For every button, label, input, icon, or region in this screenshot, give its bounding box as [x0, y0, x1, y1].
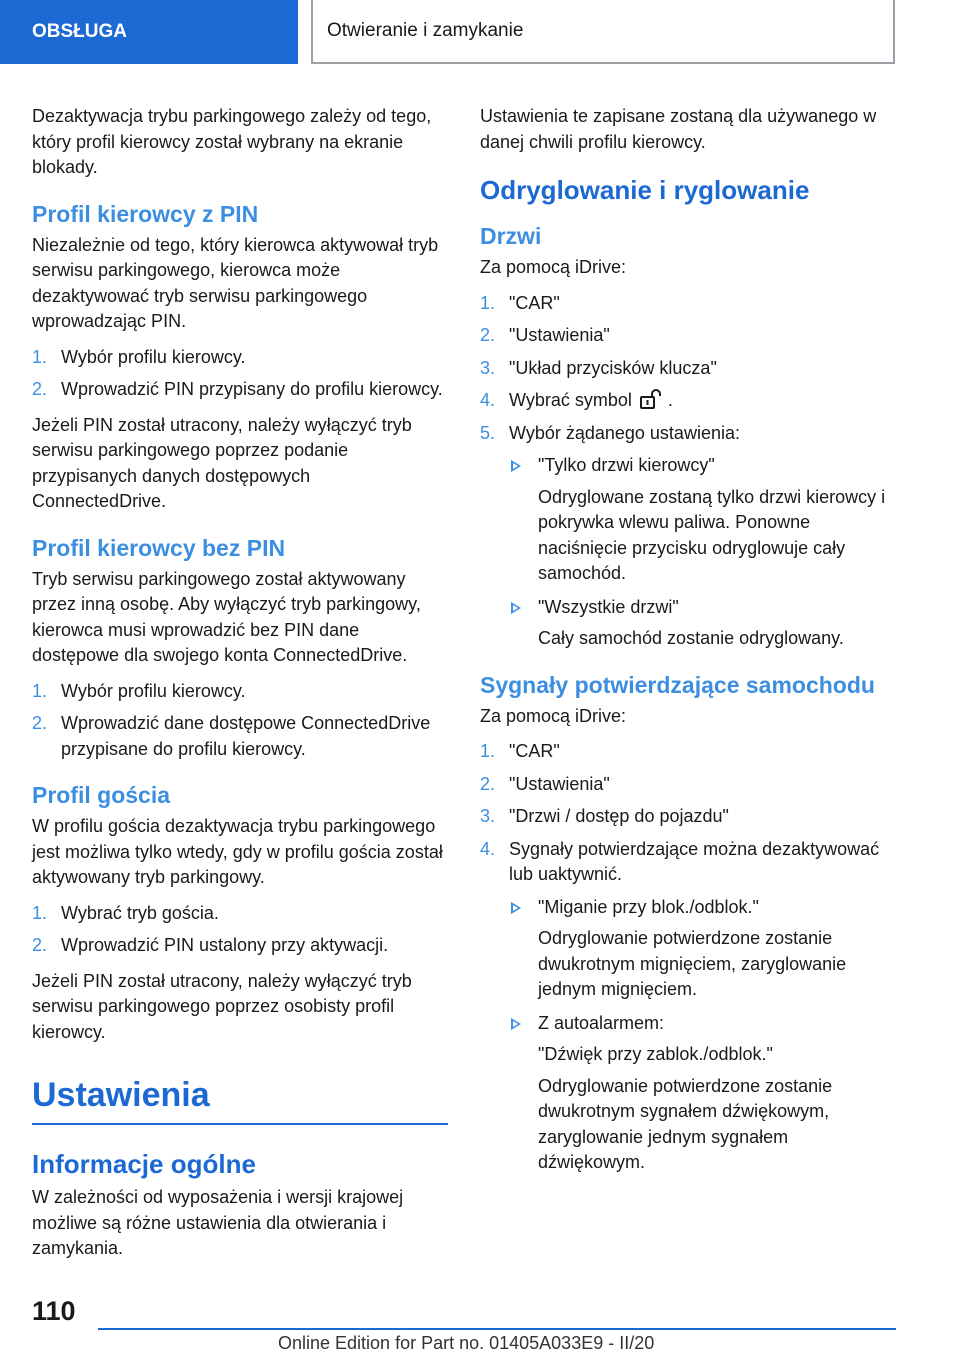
- step-number: 2.: [480, 325, 496, 345]
- paragraph: Dezaktywacja trybu parkingowego zależy od tego, który profil kierowcy został wybrany na ekranie blokady.: [32, 106, 432, 177]
- step-text: Wprowadzić dane dostępowe ConnectedDrive przypisane do profilu kierowcy.: [61, 713, 431, 759]
- paragraph: Jeżeli PIN został utracony, należy wyłączyć tryb serwisu parkingowego poprzez podanie przypisanych danych dostępowych ConnectedDrive.: [32, 414, 412, 511]
- step-number: 3.: [480, 806, 496, 826]
- step-number: 1.: [32, 346, 48, 367]
- list-item: [480, 356, 896, 382]
- option-name: "Wszystkie drzwi": [538, 596, 679, 617]
- section-tab: [0, 0, 298, 64]
- list-item: [32, 933, 448, 959]
- step-text: Wybrać tryb gościa.: [61, 902, 219, 923]
- triangle-bullet-icon: [511, 1018, 521, 1030]
- list-item: [32, 345, 448, 371]
- list-item: [32, 377, 448, 403]
- footer-edition: Online Edition for Part no. 01405A033E9 - II/20: [278, 1333, 655, 1353]
- paragraph: W profilu gościa dezaktywacja trybu parkingowego jest możliwa tylko wtedy, gdy w profilu gościa został aktywowany tryb parkingowy.: [32, 816, 443, 887]
- sub-list-item: [509, 453, 896, 587]
- heading-doors: Drzwi: [480, 223, 542, 249]
- list-item: [32, 901, 448, 927]
- option-description: Odryglowane zostaną tylko drzwi kierowcy i pokrywka wlewu paliwa. Ponowne naciśnięcie przycisku odryglowuje cały samochód.: [538, 486, 886, 583]
- step-number: 2.: [480, 773, 496, 794]
- page-number: 110: [32, 1296, 76, 1326]
- step-text: "CAR": [509, 292, 560, 313]
- step-number: 5.: [480, 422, 496, 443]
- step-text: Wprowadzić PIN ustalony przy aktywacji.: [61, 935, 389, 955]
- option-description: Odryglowanie potwierdzone zostanie dwukrotnym mignięciem, zaryglowanie jednym mignięciem.: [538, 928, 847, 999]
- step-text: "Ustawienia": [509, 325, 610, 345]
- triangle-bullet-icon: [511, 460, 521, 472]
- step-text: "Drzwi / dostęp do pojazdu": [509, 806, 729, 826]
- option-condition: Z autoalarmem:: [538, 1012, 665, 1033]
- list-item: [480, 388, 896, 414]
- paragraph: Tryb serwisu parkingowego został aktywowany przez inną osobę. Aby wyłączyć tryb parkingowy, kierowca musi wprowadzić bez PIN dane dostępowe dla swojego konta ConnectedDrive.: [32, 568, 421, 665]
- step-number: 1.: [32, 902, 48, 923]
- step-text: "CAR": [509, 741, 560, 761]
- steps-list-guest: [32, 901, 448, 959]
- paragraph: Jeżeli PIN został utracony, należy wyłączyć tryb serwisu parkingowego poprzez osobisty profil kierowcy.: [32, 970, 412, 1042]
- step-number: 1.: [480, 292, 496, 313]
- heading-profile-guest: Profil gościa: [32, 782, 171, 808]
- paragraph: W zależności od wyposażenia i wersji krajowej możliwe są różne ustawienia dla otwierania i zamykania.: [32, 1187, 404, 1258]
- option-description: Odryglowanie potwierdzone zostanie dwukrotnym sygnałem dźwiękowym, zaryglowanie jednym sygnałem dźwiękowym.: [538, 1075, 833, 1172]
- list-item: [480, 421, 896, 652]
- steps-list-nopin: [32, 679, 448, 763]
- option-name: "Miganie przy blok./odblok.": [538, 896, 759, 917]
- heading-unlock-lock: Odryglowanie i ryglowanie: [480, 175, 810, 205]
- step-number: 1.: [480, 741, 496, 761]
- step-number: 2.: [32, 713, 48, 733]
- step-text: Wybór profilu kierowcy.: [61, 680, 246, 701]
- list-item: [480, 772, 896, 798]
- steps-list-pin: [32, 345, 448, 403]
- option-name: "Tylko drzwi kierowcy": [538, 455, 715, 475]
- list-item: [480, 739, 896, 765]
- paragraph: Za pomocą iDrive:: [480, 705, 627, 726]
- sub-list-item: [509, 895, 896, 1003]
- step-text: Wprowadzić PIN przypisany do profilu kierowcy.: [61, 379, 443, 399]
- step-number: 1.: [32, 680, 48, 701]
- footer-divider: [98, 1328, 896, 1330]
- steps-list-signals: [480, 739, 896, 1176]
- list-item: [32, 711, 448, 762]
- heading-confirmation-signals: Sygnały potwierdzające samochodu: [480, 671, 875, 698]
- paragraph: Ustawienia te zapisane zostaną dla używanego w danej chwili profilu kierowcy.: [480, 106, 877, 152]
- step-text: "Ustawienia": [509, 773, 610, 794]
- option-name: "Dźwięk przy zablok./odblok.": [538, 1044, 773, 1064]
- list-item: [480, 323, 896, 349]
- step-text: "Układ przycisków klucza": [509, 357, 717, 378]
- list-item: [480, 804, 896, 830]
- paragraph: Niezależnie od tego, który kierowca aktywował tryb serwisu parkingowego, kierowca może dezaktywować tryb serwisu parkingowego wprowadzając PIN.: [32, 234, 439, 331]
- step-number: 4.: [480, 838, 496, 859]
- step-number: 4.: [480, 390, 496, 410]
- heading-profile-nopin: Profil kierowcy bez PIN: [32, 534, 286, 561]
- step-number: 3.: [480, 357, 496, 378]
- heading-general-info: Informacje ogólne: [32, 1149, 256, 1179]
- option-description: Cały samochód zostanie odryglowany.: [538, 628, 844, 648]
- list-item: [480, 837, 896, 1176]
- triangle-bullet-icon: [511, 902, 521, 914]
- list-item: [32, 679, 448, 705]
- paragraph: Za pomocą iDrive:: [480, 257, 627, 277]
- steps-list-doors: [480, 291, 896, 652]
- sub-list-item: [509, 1011, 896, 1176]
- sub-list-item: [509, 595, 896, 652]
- step-text: Wybór profilu kierowcy.: [61, 346, 246, 367]
- chapter-title-text: Otwieranie i zamykanie: [327, 20, 524, 41]
- left-column: [32, 104, 448, 1272]
- list-item: [480, 291, 896, 317]
- step-text: Wybór żądanego ustawienia:: [509, 422, 740, 443]
- heading-settings: Ustawienia: [32, 1073, 448, 1125]
- step-text: Sygnały potwierdzające można dezaktywować lub uaktywnić.: [509, 838, 880, 884]
- triangle-bullet-icon: [511, 602, 521, 614]
- heading-profile-pin: Profil kierowcy z PIN: [32, 200, 259, 227]
- sub-list-signals: [509, 895, 896, 1176]
- step-number: 2.: [32, 935, 48, 955]
- right-column: [480, 104, 896, 1186]
- step-number: 2.: [32, 379, 48, 399]
- step-text: Wybrać symbol: [509, 390, 632, 410]
- sub-list-doors: [509, 453, 896, 652]
- step-text-end: .: [667, 390, 673, 410]
- section-label: OBSŁUGA: [32, 21, 127, 42]
- chapter-title: [311, 0, 895, 64]
- unlock-padlock-icon: [640, 389, 662, 409]
